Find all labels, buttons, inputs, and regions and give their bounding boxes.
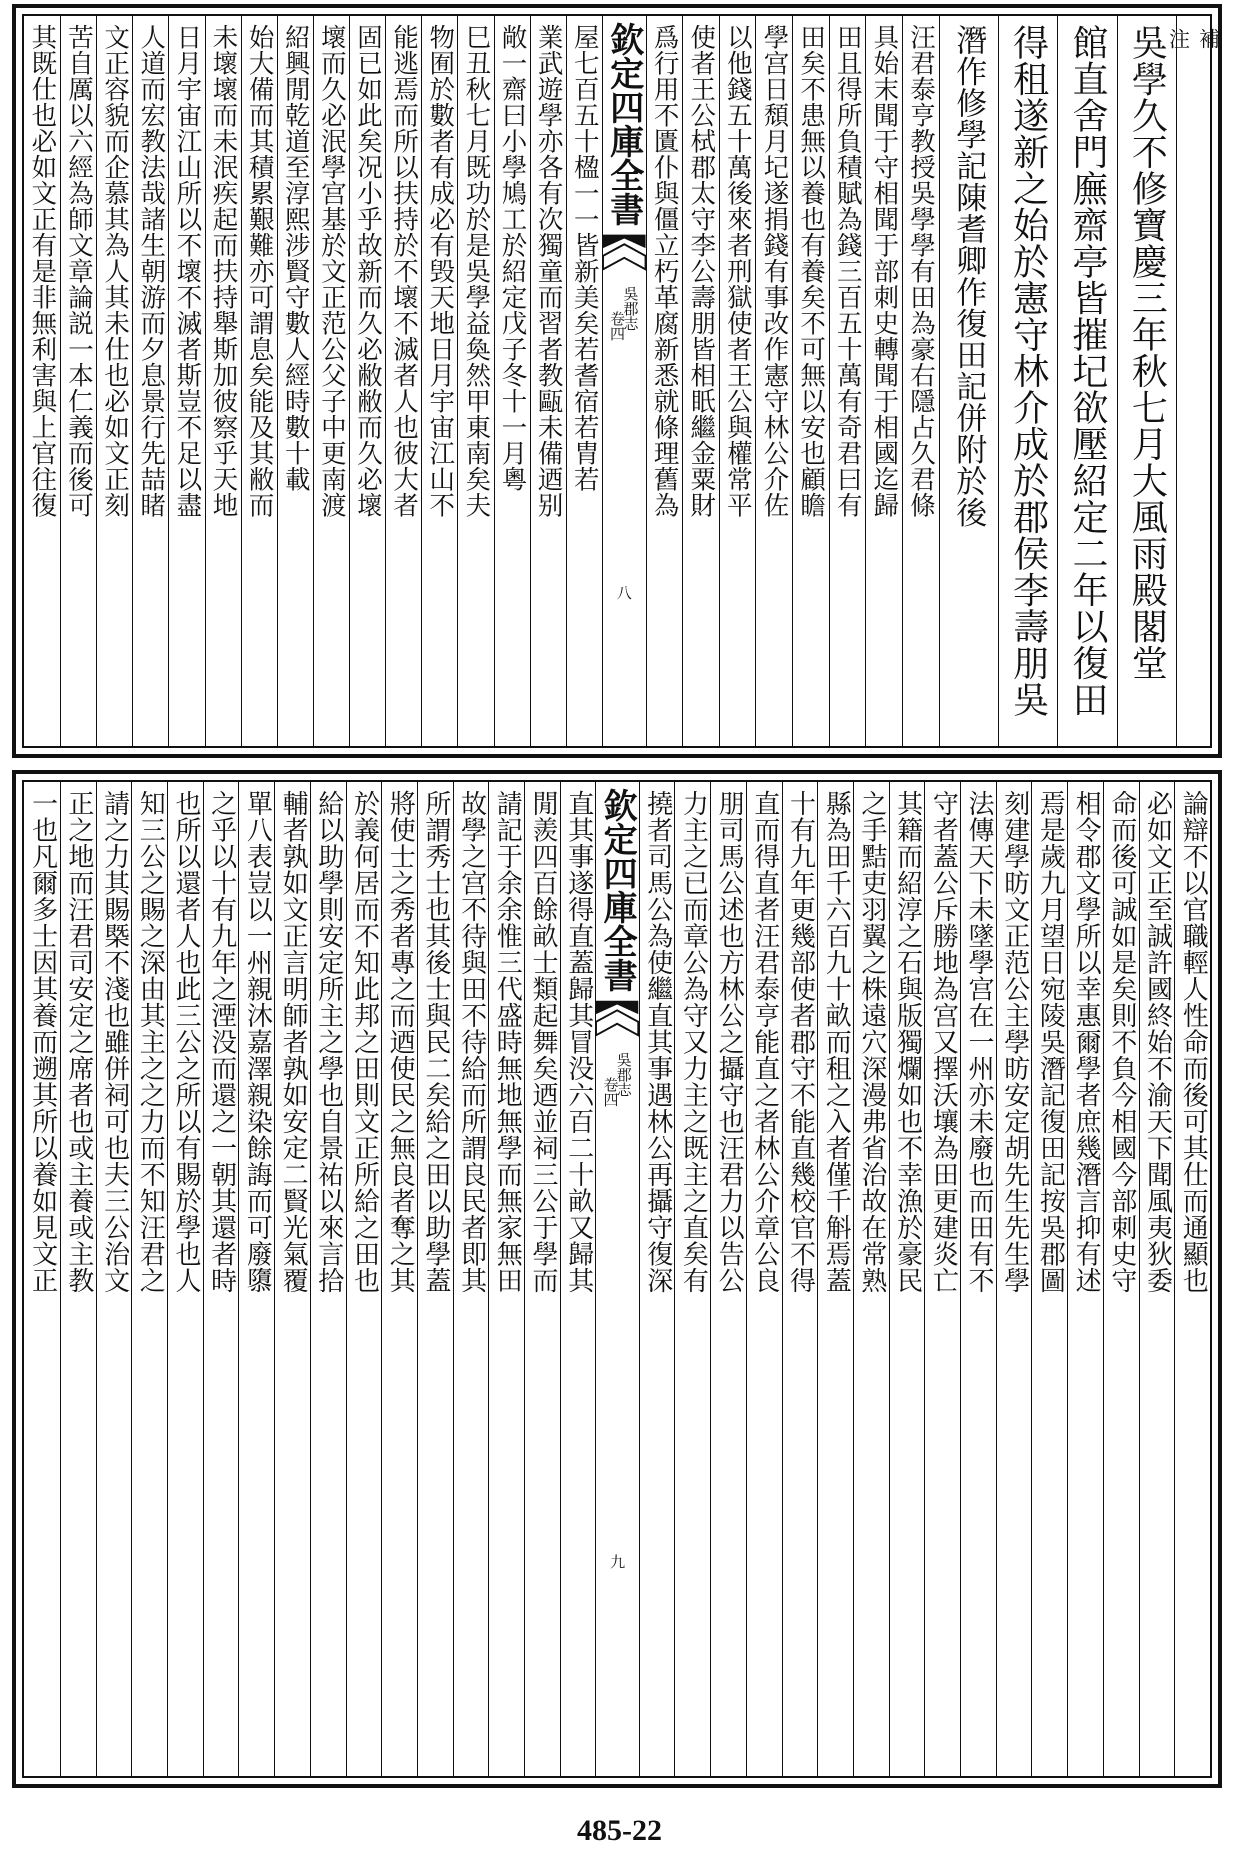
text-column	[889, 782, 925, 1776]
large-text-column-text: 館直舍門廡齋亭皆摧圮欲壓紹定二年以復田	[1066, 24, 1108, 718]
text-column-text: 一也凡爾多士因其養而遡其所以養如見文正	[27, 790, 58, 1294]
text-column	[203, 782, 239, 1776]
text-column	[60, 782, 96, 1776]
text-column-text: 文正容貌而企慕其為人其未仕也必如文正刻	[100, 24, 131, 518]
text-column-text: 縣為田千六百九十畝而租之入者僅千斛焉蓋	[821, 790, 852, 1294]
text-column	[277, 16, 313, 746]
text-column	[238, 782, 274, 1776]
text-column	[381, 782, 417, 1776]
text-column	[310, 782, 346, 1776]
page-number: 九	[608, 1554, 627, 1570]
top-page	[12, 4, 1222, 758]
center-fold-column	[595, 782, 638, 1776]
top-page-frame	[22, 14, 1221, 748]
text-column-text: 論辯不以官職輕人性命而後可其仕而通顯也	[1178, 790, 1209, 1294]
text-column	[453, 782, 489, 1776]
fish-tail-mark-icon	[596, 1000, 638, 1036]
text-column-text: 直而得直者汪君泰亨能直之者林公介章公良	[749, 790, 780, 1294]
large-text-column	[939, 16, 998, 746]
text-column-text: 田矣不患無以養也有養矣不可無以安也顧瞻	[796, 24, 827, 518]
text-column-text: 其既仕也必如文正有是非無利害與上官往復	[27, 24, 58, 518]
annotation-mark: 補	[1196, 28, 1221, 49]
text-column-text: 人道而宏教法哉諸生朝游而夕息景行先喆睹	[136, 24, 167, 518]
text-column-text: 以他錢五十萬後來者刑獄使者王公與權常平	[722, 24, 753, 518]
bottom-page-frame	[22, 780, 1212, 1778]
text-column-text: 學宫日頹月圮遂捐錢有事改作憲守林公介佐	[759, 24, 790, 518]
text-column-text: 屋七百五十楹一一皆新美矣若耆宿若胄若	[569, 24, 600, 492]
text-column-text: 之手黠吏羽翼之株遠穴深漫弗省治故在常熟	[856, 790, 887, 1294]
text-column-text: 十有九年更幾部使者郡守不能直幾校官不得	[785, 790, 816, 1294]
text-column	[1103, 782, 1139, 1776]
text-column-text: 相令郡文學所以幸惠爾學者庶幾潛言抑有述	[1071, 790, 1102, 1294]
text-column-text: 汪君泰亨教授吳學學有田為豪右隱占久君條	[905, 24, 936, 518]
text-column-text: 業武遊學亦各有次獨童而習者教甌未備迺别	[533, 24, 564, 518]
text-column	[417, 782, 453, 1776]
text-column-text: 直其事遂得直蓋歸其冒没六百二十畝又歸其	[563, 790, 594, 1294]
text-column	[639, 782, 675, 1776]
annotation-mark: 注	[1166, 28, 1191, 49]
text-column	[710, 782, 746, 1776]
text-column-text: 日月宇宙江山所以不壞不滅者斯豈不足以盡	[172, 24, 203, 518]
text-column-text: 所謂秀士也其後士與民二矣給之田以助學蓋	[420, 790, 451, 1294]
page-number: 八	[614, 585, 633, 601]
text-column-text: 朋司馬公述也方林公之攝守也汪君力以告公	[714, 790, 745, 1294]
book-title: 欽定四庫全書	[597, 788, 638, 992]
text-column	[960, 782, 996, 1776]
text-column	[1174, 782, 1210, 1776]
text-column-text: 物囿於數者有成必有毁天地日月宇宙江山不	[425, 24, 456, 518]
text-column	[817, 782, 853, 1776]
text-column	[346, 782, 382, 1776]
text-column	[829, 16, 866, 746]
large-text-column	[1057, 16, 1116, 746]
text-column	[746, 782, 782, 1776]
text-column-text: 能逃焉而所以扶持於不壞不滅者人也彼大者	[389, 24, 420, 518]
text-column-text: 巳丑秋七月既功於是吳學益奐然甲東南矣夫	[461, 24, 492, 518]
text-column	[457, 16, 493, 746]
text-column-text: 始大備而其積累艱難亦可謂息矣能及其敝而	[244, 24, 275, 518]
text-column-text: 法傳天下未墜學宫在一州亦未廢也而田有不	[964, 790, 995, 1294]
text-column	[755, 16, 792, 746]
text-column	[1067, 782, 1103, 1776]
text-column	[421, 16, 457, 746]
text-column	[385, 16, 421, 746]
text-column	[682, 16, 719, 746]
text-column	[494, 16, 530, 746]
text-column	[168, 16, 204, 746]
text-column	[313, 16, 349, 746]
text-column-text: 正之地而汪君司安定之席者也或主養或主教	[63, 790, 94, 1294]
text-column-text: 單八表豈以一州親沐嘉澤親染餘誨而可廢隳	[242, 790, 273, 1294]
text-column-text: 未壞壞而未泯疾起而扶持舉斯加彼察乎天地	[208, 24, 239, 518]
text-column-text: 壞而久必泯學宫基於文正范公父子中更南渡	[316, 24, 347, 518]
text-column-text: 之乎以十有九年之湮没而還之一朝其還者時	[206, 790, 237, 1294]
text-column	[488, 782, 524, 1776]
text-column	[996, 782, 1032, 1776]
large-text-column-text: 吳學久不修寶慶三年秋七月大風雨殿閣堂	[1126, 24, 1168, 681]
text-column-text: 給以助學則安定所主之學也自景祐以來言拾	[313, 790, 344, 1294]
text-column	[902, 16, 939, 746]
text-column-text: 必如文正至誠許國終始不渝天下聞風夷狄委	[1142, 790, 1173, 1294]
text-column	[132, 16, 168, 746]
text-column	[241, 16, 277, 746]
bottom-page	[12, 770, 1222, 1788]
text-column	[792, 16, 829, 746]
text-column-text: 輔者孰如文正言明師者孰如安定二賢光氣覆	[278, 790, 309, 1294]
text-column	[96, 16, 132, 746]
text-column	[674, 782, 710, 1776]
text-column-text: 將使士之秀者專之而迺使民之無良者奪之其	[385, 790, 416, 1294]
text-column	[274, 782, 310, 1776]
text-column-text: 故學之宫不待與田不待給而所謂良民者即其	[456, 790, 487, 1294]
text-column-text: 守者蓋公斥勝地為宫又擇沃壤為田更建炎亡	[928, 790, 959, 1294]
large-text-column-text: 得租遂新之始於憲守林介成於郡侯李壽朋吳	[1007, 24, 1049, 718]
text-column	[1031, 782, 1067, 1776]
large-text-column	[998, 16, 1057, 746]
text-column	[131, 782, 167, 1776]
text-column	[782, 782, 818, 1776]
source-label: 吳郡志	[614, 1052, 633, 1097]
text-column	[530, 16, 566, 746]
text-column	[719, 16, 756, 746]
text-column-text: 也所以還者人也此三公之所以有賜於學也人	[170, 790, 201, 1294]
center-fold-column	[602, 16, 646, 746]
text-column-text: 命而後可誠如是矣則不負今相國今部刺史守	[1106, 790, 1137, 1294]
text-column-text: 焉是歲九月望日宛陵吳潛記復田記按吳郡圖	[1035, 790, 1066, 1294]
text-column	[349, 16, 385, 746]
text-column	[167, 782, 203, 1776]
top-page-columns	[24, 16, 1221, 746]
annotation-column	[1166, 16, 1221, 746]
text-column	[646, 16, 683, 746]
book-title: 欽定四庫全書	[603, 22, 644, 226]
text-column	[1139, 782, 1175, 1776]
source-label: 吳郡志	[621, 286, 640, 331]
text-column-text: 請之力其賜槩不淺也雖併祠可也夫三公治文	[99, 790, 130, 1294]
text-column	[24, 782, 60, 1776]
large-text-column	[1117, 16, 1176, 746]
page-footer-number: 485-22	[577, 1814, 662, 1847]
text-column-text: 其籍而紹淳之石與版獨爛如也不幸漁於豪民	[892, 790, 923, 1294]
text-column	[560, 782, 596, 1776]
text-column	[566, 16, 602, 746]
volume-label: 卷四	[607, 311, 626, 341]
text-column	[60, 16, 96, 746]
text-column-text: 紹興閒乾道至淳熙涉賢守數人經時數十載	[280, 24, 311, 492]
text-column-text: 使者王公栻郡太守李公壽朋皆相眂繼金粟財	[686, 24, 717, 518]
text-column-text: 田且得所負積賦為錢三百五十萬有奇君曰有	[832, 24, 863, 518]
text-column	[524, 782, 560, 1776]
text-column	[24, 16, 60, 746]
text-column	[853, 782, 889, 1776]
text-column-text: 力主之已而章公為守又力主之既主之直矣有	[678, 790, 709, 1294]
text-column-text: 具始末聞于守相聞于部刺史轉聞于相國迄歸	[869, 24, 900, 518]
text-column-text: 閒羨四百餘畝士類起舞矣迺並祠三公于學而	[528, 790, 558, 1294]
text-column-text: 知三公之賜之深由其主之之力而不知汪君之	[135, 790, 166, 1294]
bottom-page-columns	[24, 782, 1210, 1776]
text-column	[924, 782, 960, 1776]
text-column-text: 固已如此矣况小乎故新而久必敝敝而久必壞	[352, 24, 383, 518]
volume-label: 卷四	[601, 1077, 620, 1107]
text-column-text: 敞一齋曰小學鳩工於紹定戊子冬十一月粵	[497, 24, 528, 492]
text-column	[865, 16, 902, 746]
text-column-text: 爲行用不匱仆與僵立朽革腐新悉就條理舊為	[649, 24, 680, 518]
text-column-text: 苦自厲以六經為師文章論説一本仁義而後可	[63, 24, 94, 518]
large-text: 潛作修學記陳耆卿作復田記併附於後	[950, 24, 987, 528]
text-column-text: 於義何居而不知此邦之田則文正所給之田也	[349, 790, 380, 1294]
text-column-text: 刻建學昉文正范公主學昉安定胡先生先生學	[999, 790, 1030, 1294]
text-column-text: 撓者司馬公為使繼直其事遇林公再攝守復深	[642, 790, 673, 1294]
text-column	[205, 16, 241, 746]
text-column-text: 請記于余余惟三代盛時無地無學而無家無田	[492, 790, 523, 1294]
fish-tail-mark-icon	[603, 234, 646, 270]
text-column	[96, 782, 132, 1776]
